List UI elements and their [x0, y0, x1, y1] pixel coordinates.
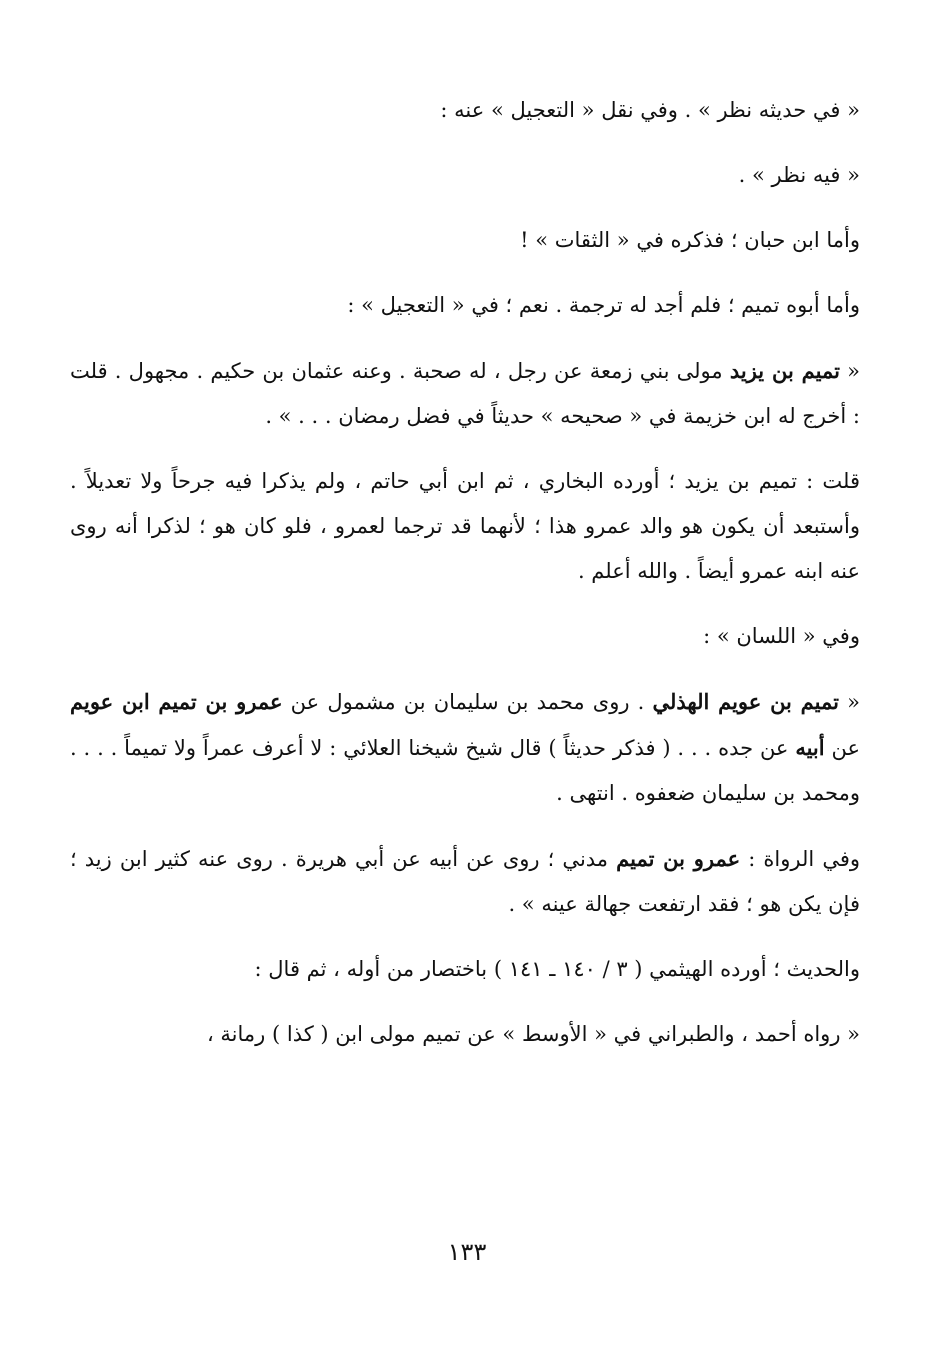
page-number: ١٣٣: [447, 1238, 487, 1266]
text-segment: مولى بني زمعة عن رجل ، له صحبة . وعنه عثمان بن حكيم . مجهول . قلت : أخرج له ابن خزيمة في « صحيحه » حديثاً في فضل رمضان . . . » .: [70, 359, 860, 428]
paragraph: [70, 679, 860, 816]
body-text: [70, 88, 860, 1077]
paragraph: [70, 459, 860, 594]
bold-text-segment: أبيه: [795, 735, 825, 760]
text-segment: . روى محمد بن سليمان بن مشمول عن: [282, 690, 653, 714]
paragraph: [70, 88, 860, 133]
bold-text-segment: تميم بن يزيد: [729, 358, 840, 383]
paragraph: [70, 153, 860, 198]
bold-text-segment: عمرو بن تميم ابن عويم: [70, 689, 283, 714]
text-segment: عن جده . . . ( فذكر حديثاً ) قال شيخ شيخنا العلائي : لا أعرف عمراً ولا تميماً . . . . ومحمد بن سليمان ضعفوه . انتهى .: [70, 736, 860, 805]
text-segment: «: [838, 690, 860, 714]
paragraph: [70, 283, 860, 328]
text-segment: وأما ابن حبان ؛ فذكره في « الثقات » !: [520, 228, 860, 252]
paragraph: [70, 218, 860, 263]
text-segment: والحديث ؛ أورده الهيثمي ( ٣ / ١٤٠ ـ ١٤١ ) باختصار من أوله ، ثم قال :: [254, 957, 860, 981]
text-segment: «: [839, 359, 860, 383]
text-segment: قلت : تميم بن يزيد ؛ أورده البخاري ، ثم ابن أبي حاتم ، ولم يذكرا فيه جرحاً ولا تعديلاً . وأستبعد أن يكون هو والد عمرو هذا ؛ لأنهما قد ترجما لعمرو ، فلو كان هو ؛ لذكرا أنه روى عنه ابنه عمرو أيضاً . والله أعلم .: [70, 469, 860, 583]
text-segment: مدني ؛ روى عن أبيه عن أبي هريرة . روى عنه كثير ابن زيد ؛ فإن يكن هو ؛ فقد ارتفعت جهالة عينه » .: [70, 847, 860, 916]
bold-text-segment: تميم بن عويم الهذلي: [652, 689, 839, 714]
paragraph: [70, 1012, 860, 1057]
text-segment: « رواه أحمد ، والطبراني في « الأوسط » عن تميم مولى ابن ( كذا ) رمانة ،: [206, 1022, 860, 1046]
paragraph: [70, 836, 860, 927]
paragraph: [70, 614, 860, 659]
text-segment: وفي الرواة :: [740, 847, 860, 871]
text-segment: عن: [824, 736, 860, 760]
text-segment: « في حديثه نظر » . وفي نقل « التعجيل » عنه :: [440, 98, 860, 122]
paragraph: [70, 348, 860, 439]
bold-text-segment: عمرو بن تميم: [616, 846, 741, 871]
text-segment: « فيه نظر » .: [738, 163, 860, 187]
paragraph: [70, 947, 860, 992]
text-segment: وأما أبوه تميم ؛ فلم أجد له ترجمة . نعم ؛ في « التعجيل » :: [347, 293, 860, 317]
text-segment: وفي « اللسان » :: [703, 624, 860, 648]
